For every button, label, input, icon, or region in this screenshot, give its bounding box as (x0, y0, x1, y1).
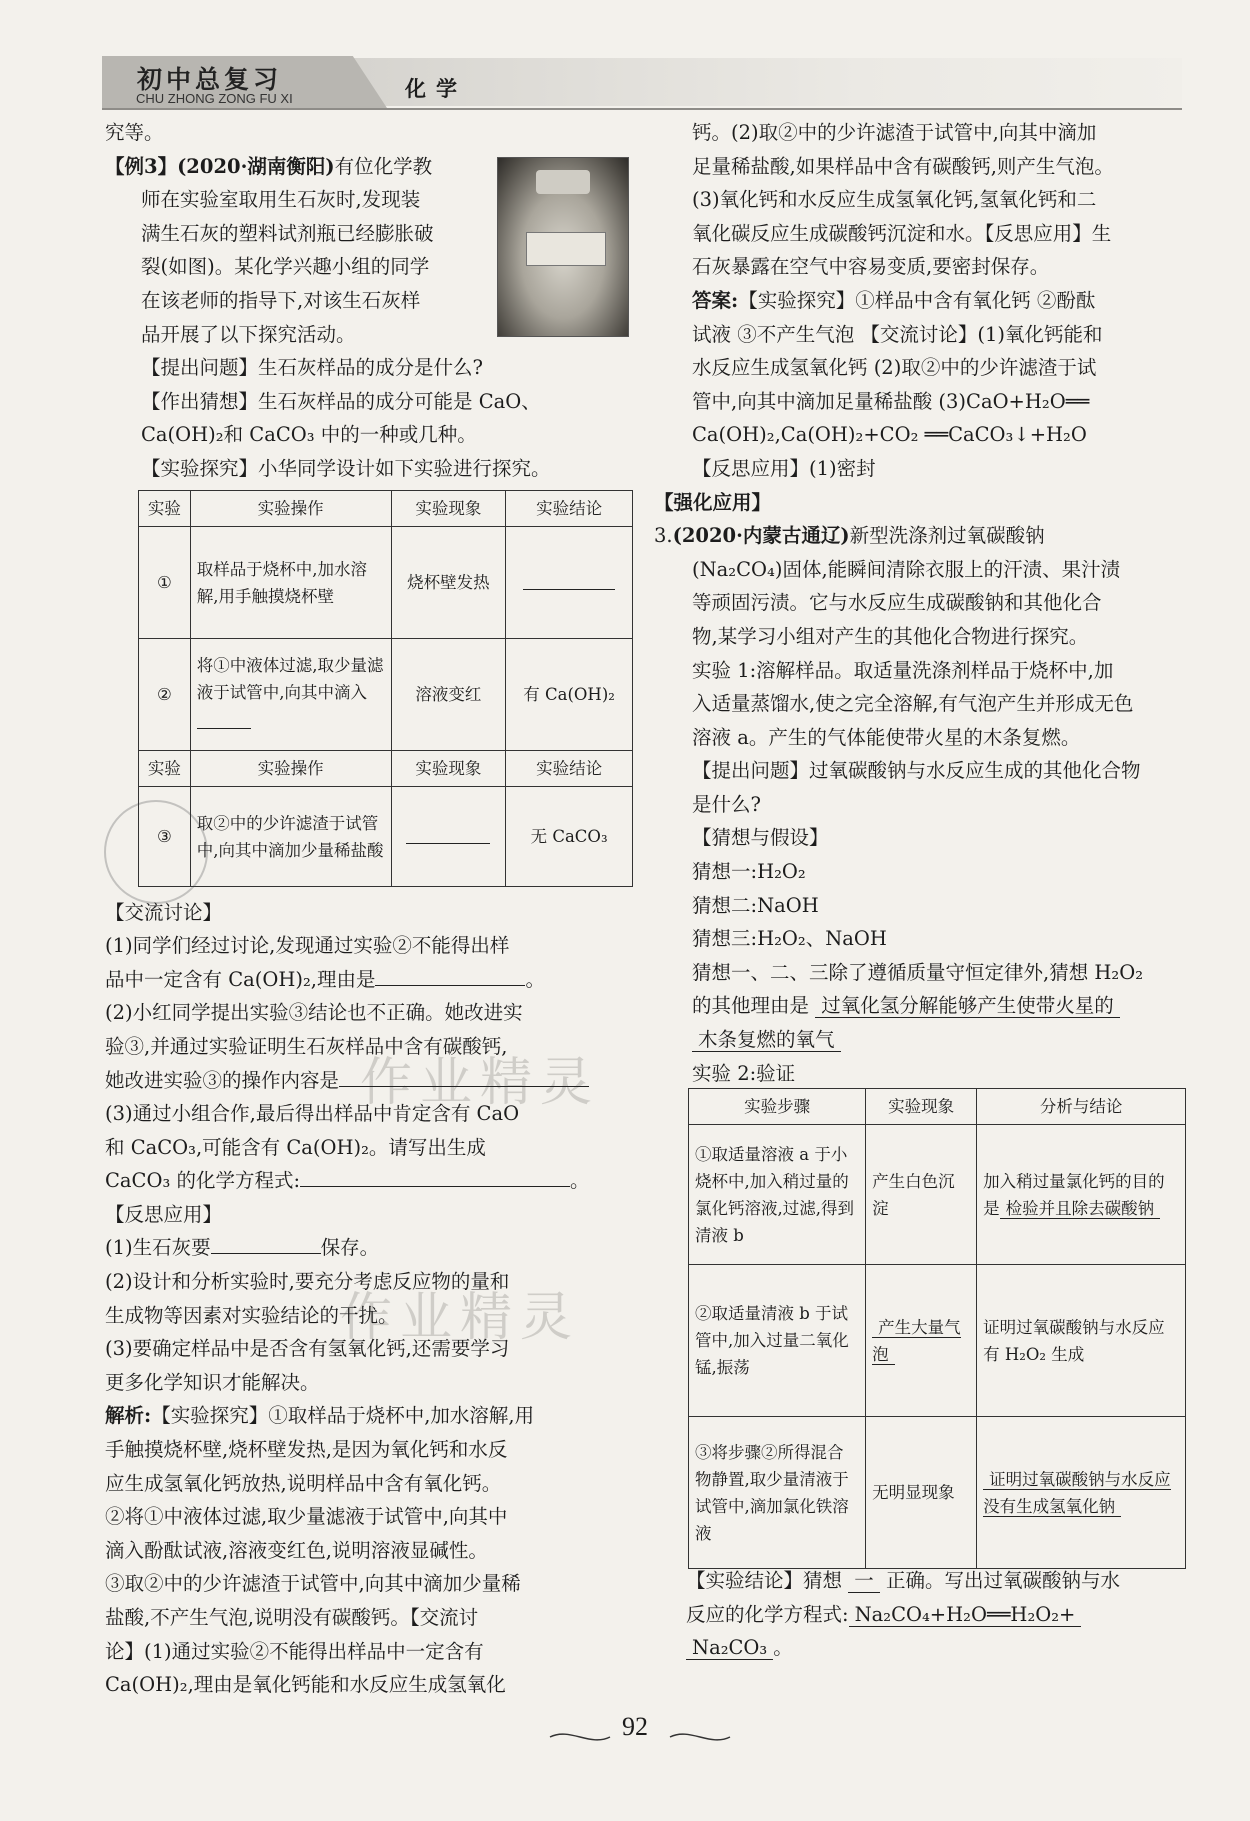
table-cell: ①取适量溶液 a 于小烧杯中,加入稍过量的氯化钙溶液,过滤,得到清液 b (689, 1125, 866, 1265)
filled-answer: 检验并且除去碳酸钠 (1000, 1199, 1161, 1219)
text: 新型洗涤剂过氧碳酸钠 (849, 524, 1045, 548)
table-cell (391, 787, 506, 887)
text-line: 猜想一:H₂O₂ (692, 860, 806, 884)
text-line: 氧化碳反应生成碳酸钙沉淀和水。【反思应用】生 (692, 221, 1112, 245)
table-row (689, 1265, 1186, 1417)
text-line (654, 519, 1188, 553)
table-cell: 取样品于烧杯中,加水溶解,用手触摸烧杯壁 (190, 527, 391, 639)
text: (1)生石灰要 (105, 1236, 211, 1260)
filled-answer: 产生大量气泡 (872, 1317, 961, 1364)
table-header: 实验结论 (506, 491, 633, 527)
text-line (105, 1399, 633, 1433)
text-line (692, 1023, 1188, 1057)
table-cell: 证明过氧碳酸钠与水反应有 H₂O₂ 生成 (977, 1265, 1186, 1417)
text-line: 更多化学知识才能解决。 (105, 1370, 320, 1394)
table-header: 实验操作 (190, 751, 391, 787)
text-line: 猜想三:H₂O₂、NaOH (692, 927, 887, 951)
table-cell: ②取适量清液 b 于试管中,加入过量二氧化锰,振荡 (689, 1265, 866, 1417)
text-line: 物,某学习小组对产生的其他化合物进行探究。 (692, 624, 1089, 648)
text-line: Ca(OH)₂,Ca(OH)₂+CO₂ ══CaCO₃↓+H₂O (692, 423, 1087, 447)
filled-answer: 证明过氧碳酸钠与水反应没有生成氢氧化钠 (983, 1469, 1171, 1516)
text-line: (1)同学们经过讨论,发现通过实验②不能得出样 (105, 934, 510, 958)
text-line: 满生石灰的塑料试剂瓶已经膨胀破 (141, 221, 434, 245)
text-line: CaCO₃ 的化学方程式: 。 (105, 1164, 633, 1198)
text-line: 【反思应用】(1)密封 (692, 456, 876, 480)
text-line (692, 989, 1188, 1023)
watermark: 作业精灵 (340, 1288, 581, 1348)
table-header: 实验现象 (866, 1089, 977, 1125)
table-row (689, 1417, 1186, 1569)
text: 。 (773, 1636, 793, 1660)
text-line: Ca(OH)₂和 CaCO₃ 中的一种或几种。 (141, 423, 477, 447)
text-line: 论】(1)通过实验②不能得出样品中一定含有 (105, 1639, 484, 1663)
text: 加入稍过量氯化钙的目的是 (983, 1171, 1165, 1218)
section-title: 【反思应用】 (105, 1202, 223, 1226)
text-line: 【提出问题】过氧碳酸钠与水反应生成的其他化合物 (692, 759, 1141, 783)
text: 【实验探究】①样品中含有氧化钙 ②酚酞 (738, 288, 1096, 312)
answer-blank[interactable] (339, 1064, 589, 1087)
text: 她改进实验③的操作内容是 (105, 1068, 340, 1092)
example-label: 【例3】 (105, 154, 178, 178)
text-line (686, 1564, 1188, 1598)
table-row (689, 1089, 1186, 1125)
table-row (139, 751, 633, 787)
text-line: 管中,向其中滴加足量稀盐酸 (3)CaO+H₂O══ (692, 389, 1090, 413)
table-header: 实验现象 (391, 491, 506, 527)
filled-answer: 一 (848, 1569, 880, 1593)
table-cell: 取②中的少许滤渣于试管中,向其中滴加少量稀盐酸 (190, 787, 391, 887)
verification-table (688, 1088, 1186, 1569)
answer-blank[interactable] (300, 1164, 570, 1187)
text: 【实验探究】①取样品于烧杯中,加水溶解,用 (151, 1404, 535, 1428)
answer-blank[interactable] (197, 706, 251, 729)
text-line: 盐酸,不产生气泡,说明没有碳酸钙。【交流讨 (105, 1606, 479, 1629)
text-line: 溶液 a。产生的气体能使带火星的木条复燃。 (692, 725, 1081, 749)
header-subtitle: CHU ZHONG ZONG FU XI (136, 91, 293, 106)
text-line (692, 284, 1188, 318)
text-line: (3)通过小组合作,最后得出样品中肯定含有 CaO (105, 1102, 520, 1126)
table-header: 分析与结论 (977, 1089, 1186, 1125)
text-line: 滴入酚酞试液,溶液变红色,说明溶液显碱性。 (105, 1538, 488, 1562)
text-line (686, 1598, 1188, 1632)
section-title: 【强化应用】 (654, 490, 772, 514)
text: 反应的化学方程式: (686, 1602, 849, 1626)
text-line: 品开展了以下探究活动。 (141, 322, 356, 346)
page-number: 92 (622, 1712, 648, 1741)
table-header: 实验 (139, 751, 191, 787)
header-subject: 化学 (405, 76, 467, 101)
text: 【实验结论】猜想 (686, 1569, 843, 1593)
text-line: 和 CaCO₃,可能含有 Ca(OH)₂。请写出生成 (105, 1135, 486, 1159)
text-line: ②将①中液体过滤,取少量滤液于试管中,向其中 (105, 1505, 508, 1529)
text-line: 验③,并通过实验证明生石灰样品中含有碳酸钙, (105, 1034, 508, 1058)
experiment-table (138, 490, 633, 887)
table-cell: ① (139, 527, 191, 639)
text-line: 试液 ③不产生气泡 【交流讨论】(1)氧化钙能和 (692, 322, 1103, 346)
table-header: 实验结论 (506, 751, 633, 787)
text-line: 生成物等因素对实验结论的干扰。 (105, 1303, 398, 1327)
left-column (105, 116, 633, 1702)
text: 正确。写出过氧碳酸钠与水 (885, 1569, 1120, 1593)
table-cell: 无 CaCO₃ (506, 787, 633, 887)
question-source: (2020·内蒙古通辽) (672, 524, 850, 548)
table-cell: 无明显现象 (866, 1417, 977, 1569)
text: 品中一定含有 Ca(OH)₂,理由是 (105, 967, 376, 991)
text-line: 猜想一、二、三除了遵循质量守恒定律外,猜想 H₂O₂ (692, 960, 1144, 984)
text-line: 是什么? (692, 792, 761, 816)
text-line: (3)氧化钙和水反应生成氢氧化钙,氢氧化钙和二 (692, 188, 1097, 212)
table-cell: 有 Ca(OH)₂ (506, 639, 633, 751)
text-line: 裂(如图)。某化学兴趣小组的同学 (141, 255, 430, 279)
table-cell (506, 527, 633, 639)
answer-blank[interactable] (375, 963, 525, 986)
text-line: 【实验探究】小华同学设计如下实验进行探究。 (141, 456, 551, 480)
table-cell (190, 639, 391, 751)
table-cell (977, 1417, 1186, 1569)
text-line (105, 1064, 633, 1098)
text-line: 师在实验室取用生石灰时,发现装 (141, 188, 421, 212)
text: 将①中液体过滤,取少量滤液于试管中,向其中滴入 (196, 656, 384, 702)
table-row (139, 491, 633, 527)
text-line: (3)要确定样品中是否含有氢氧化钙,还需要学习 (105, 1337, 510, 1361)
text-line: (2)设计和分析实验时,要充分考虑反应物的量和 (105, 1270, 510, 1294)
text-line: 实验 2:验证 (692, 1061, 796, 1085)
question-number: 3. (654, 524, 673, 548)
text-line: Ca(OH)₂,理由是氧化钙能和水反应生成氢氧化 (105, 1673, 506, 1697)
text-line: 石灰暴露在空气中容易变质,要密封保存。 (692, 255, 1050, 279)
table-row (689, 1125, 1186, 1265)
text-line: 应生成氢氧化钙放热,说明样品中含有氧化钙。 (105, 1471, 502, 1495)
filled-answer: 过氧化氢分解能够产生使带火星的 (815, 994, 1120, 1018)
text-line: 在该老师的指导下,对该生石灰样 (141, 288, 421, 312)
answer-blank[interactable] (406, 821, 490, 844)
text-line (105, 1231, 633, 1265)
watermark: 作业精灵 (360, 1053, 601, 1113)
text-line: 入适量蒸馏水,使之完全溶解,有气泡产生并形成无色 (692, 692, 1134, 716)
answer-blank[interactable] (523, 567, 615, 590)
table-cell: ② (139, 639, 191, 751)
text-line: (2)小红同学提出实验③结论也不正确。她改进实 (105, 1001, 523, 1025)
table-header: 实验步骤 (689, 1089, 866, 1125)
text-line: 【猜想与假设】 (692, 826, 829, 850)
text-line: 手触摸烧杯壁,烧杯壁发热,是因为氧化钙和水反 (105, 1438, 508, 1462)
filled-answer: Na₂CO₃ (686, 1636, 773, 1660)
table-header: 实验现象 (391, 751, 506, 787)
header-title: 初中总复习 (137, 65, 283, 94)
text: 的其他理由是 (692, 994, 810, 1018)
answer-blank[interactable] (211, 1231, 321, 1254)
table-cell (977, 1125, 1186, 1265)
table-row (139, 639, 633, 751)
text: CaCO₃ 的化学方程式: (105, 1169, 301, 1193)
table-cell: 产生白色沉淀 (866, 1125, 977, 1265)
example-source: (2020·湖南衡阳) (177, 154, 335, 178)
table-header: 实验操作 (190, 491, 391, 527)
example-line (105, 150, 633, 184)
table-cell: 溶液变红 (391, 639, 506, 751)
filled-answer: Na₂CO₄+H₂O══H₂O₂+ (849, 1603, 1082, 1627)
text-line: 等顽固污渍。它与水反应生成碳酸钠和其他化合 (692, 591, 1102, 615)
answer-label: 答案: (692, 288, 739, 312)
table-cell: 烧杯壁发热 (391, 527, 506, 639)
text-line: 【作出猜想】生石灰样品的成分可能是 CaO、 (141, 389, 541, 413)
text-line: 【提出问题】生石灰样品的成分是什么? (141, 356, 483, 380)
section-title: 【交流讨论】 (105, 900, 223, 924)
text-line: 实验 1:溶解样品。取适量洗涤剂样品于烧杯中,加 (692, 658, 1114, 682)
header-rule (102, 108, 1182, 110)
table-row (139, 527, 633, 639)
table-row (139, 787, 633, 887)
text-line: 品中一定含有 Ca(OH)₂,理由是 。 (105, 963, 633, 997)
text: 保存。 (320, 1236, 380, 1260)
text-line: 水反应生成氢氧化钙 (2)取②中的少许滤渣于试 (692, 356, 1097, 380)
solution-label: 解析: (105, 1404, 152, 1428)
text: 有位化学教 (334, 154, 433, 178)
table-cell: ③ (139, 787, 191, 887)
text-line: 猜想二:NaOH (692, 893, 819, 917)
table-cell: ③将步骤②所得混合物静置,取少量清液于试管中,滴加氯化铁溶液 (689, 1417, 866, 1569)
text-line (686, 1631, 1188, 1665)
text-line: (Na₂CO₄)固体,能瞬间清除衣服上的汗渍、果汁渍 (692, 557, 1121, 581)
text-line: 足量稀盐酸,如果样品中含有碳酸钙,则产生气泡。 (692, 154, 1114, 178)
text-line: 钙。(2)取②中的少许滤渣于试管中,向其中滴加 (692, 121, 1097, 144)
table-cell (866, 1265, 977, 1417)
text-line: 究等。 (105, 121, 164, 144)
table-header: 实验 (139, 491, 191, 527)
text-line: ③取②中的少许滤渣于试管中,向其中滴加少量稀 (105, 1572, 521, 1596)
filled-answer: 木条复燃的氧气 (692, 1028, 841, 1052)
